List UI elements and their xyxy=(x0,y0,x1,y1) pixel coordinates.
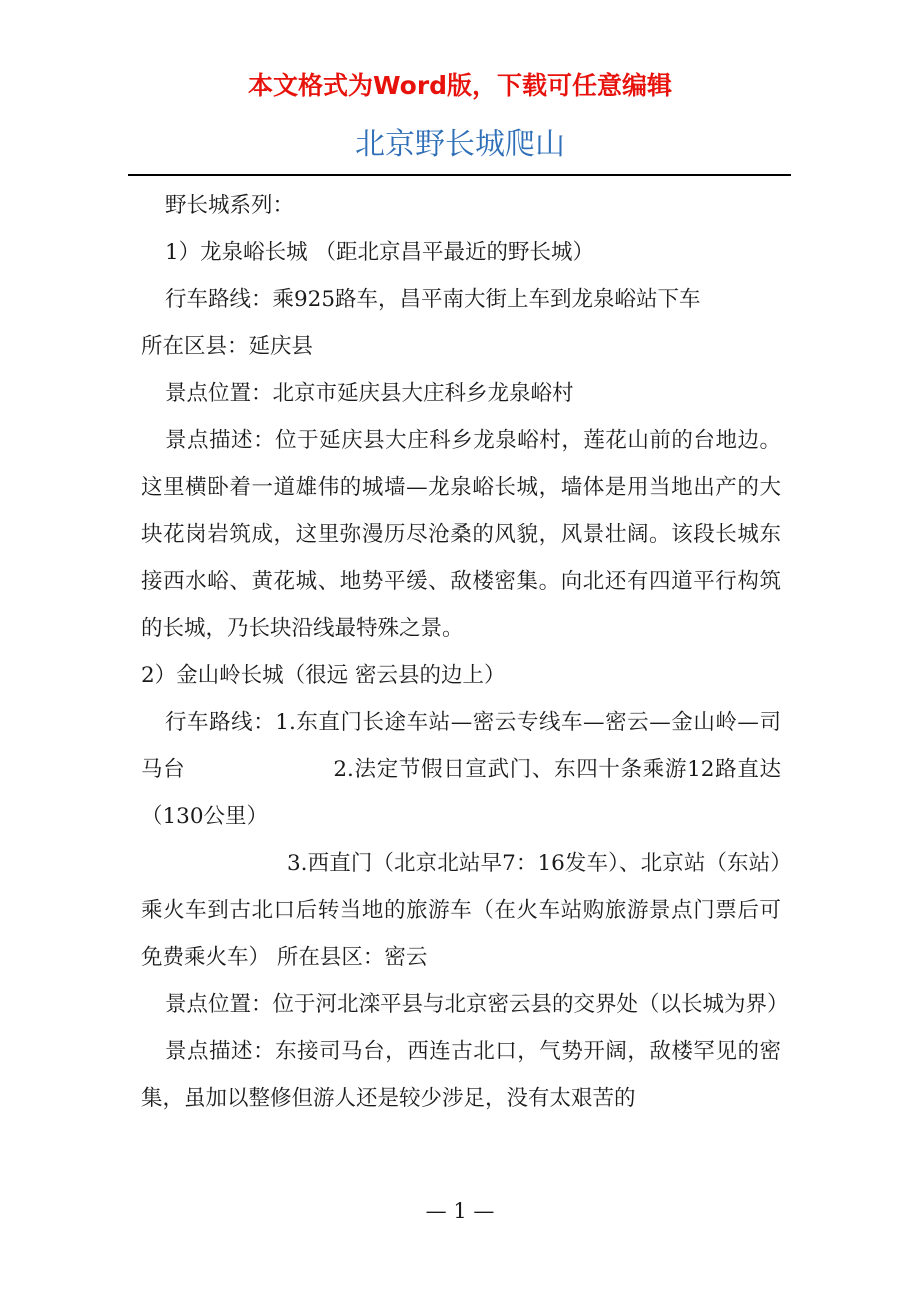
section1-route: 行车路线：乘925路车，昌平南大街上车到龙泉峪站下车 xyxy=(165,287,701,312)
document-title: 北京野长城爬山 xyxy=(355,127,565,162)
section1-description: 景点描述：位于延庆县大庄科乡龙泉峪村，莲花山前的台地边。这里横卧着一道雄伟的城墙—龙泉峪长城，墙体是用当地出产的大块花岗岩筑成，这里弥漫历尽沧桑的风貌，风景壮阔。该段长城东接西水峪、黄花城、地势平缓、敌楼密集。向北还有四道平行构筑的长城，乃长块沿线最特殊之景。 xyxy=(141,428,781,641)
section1-heading: 1）龙泉峪长城 （距北京昌平最近的野长城） xyxy=(165,240,595,265)
section2-route-line1: 行车路线：1.东直门长途车站—密云专线车—密云—金山岭—司马台 xyxy=(141,710,781,782)
section2-district: 所在县区：密云 xyxy=(276,945,428,970)
document-body xyxy=(141,182,789,1122)
section2-heading: 2）金山岭长城（很远 密云县的边上） xyxy=(141,663,506,688)
section1-location: 景点位置：北京市延庆县大庄科乡龙泉峪村 xyxy=(165,381,574,406)
section2-route-line2: 2.法定节假日宣武门、东四十条乘游12路直达（130公里） xyxy=(141,757,781,829)
section2-route-line3: 3.西直门（北京北站早7：16发车）、北京站（东站）乘火车到古北口后转当地的旅游车（在火车站购旅游景点门票后可免费乘火车） xyxy=(141,851,781,970)
section2-location: 景点位置：位于河北滦平县与北京密云县的交界处（以长城为界） xyxy=(165,992,789,1017)
section2-route-extra xyxy=(141,840,781,981)
format-notice-banner: 本文格式为Word版，下载可任意编辑 xyxy=(247,71,673,100)
section2-route xyxy=(141,699,781,840)
series-heading: 野长城系列： xyxy=(165,193,295,218)
page-number: — 1 — xyxy=(425,1199,495,1223)
section1-district: 所在区县：延庆县 xyxy=(141,334,314,359)
title-divider xyxy=(128,174,791,176)
section2-description: 景点描述：东接司马台，西连古北口，气势开阔，敌楼罕见的密集，虽加以整修但游人还是较少涉足，没有太艰苦的 xyxy=(141,1039,781,1111)
